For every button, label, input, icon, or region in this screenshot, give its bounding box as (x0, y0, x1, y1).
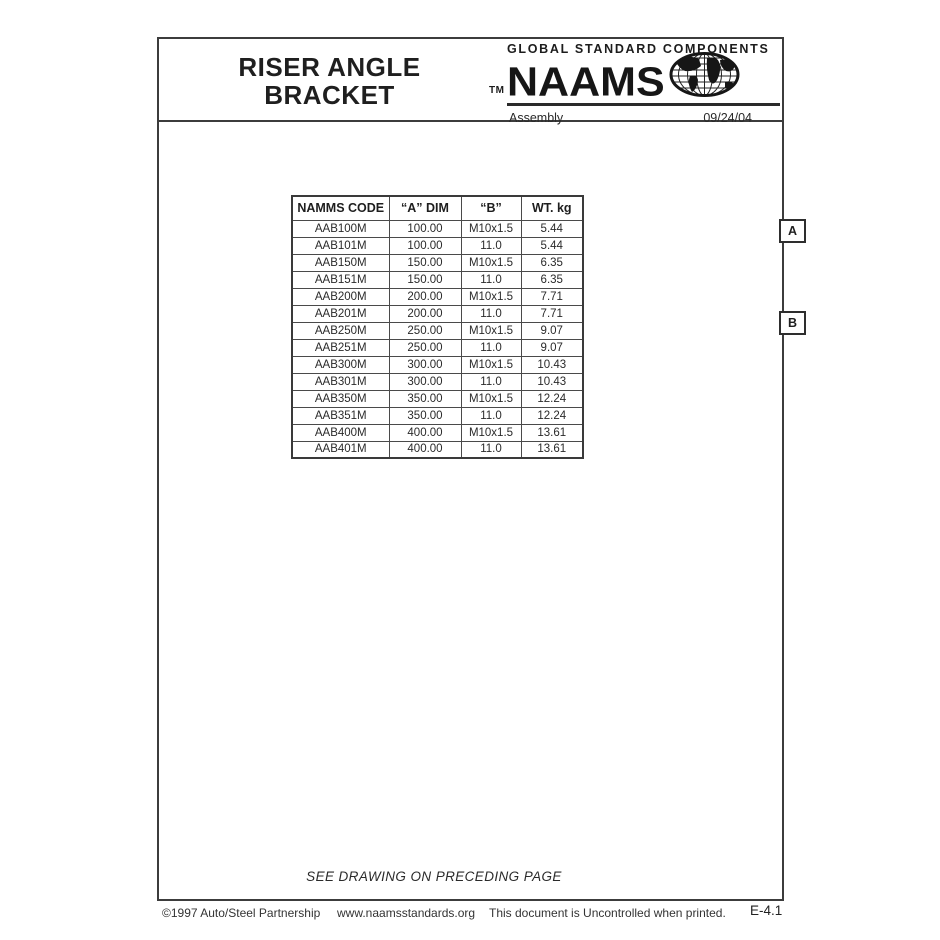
table-cell: AAB300M (292, 356, 389, 373)
brand-tagline: GLOBAL STANDARD COMPONENTS (507, 42, 770, 56)
brand-block (489, 41, 780, 125)
table-cell: M10x1.5 (461, 288, 521, 305)
table-cell: 6.35 (521, 254, 583, 271)
footer-website: www.naamsstandards.org (337, 906, 476, 920)
page-title-line2: BRACKET (264, 80, 395, 110)
footer-copyright: ©1997 Auto/Steel Partnership (162, 906, 321, 920)
table-cell: 150.00 (389, 271, 461, 288)
trademark-label: TM (489, 85, 505, 96)
table-cell: 9.07 (521, 322, 583, 339)
table-row (292, 288, 583, 305)
table-cell: 7.71 (521, 305, 583, 322)
table-cell: 200.00 (389, 305, 461, 322)
table-cell: 11.0 (461, 271, 521, 288)
table-cell: AAB351M (292, 407, 389, 424)
brand-name: NAAMS (507, 59, 665, 105)
table-cell: 13.61 (521, 441, 583, 458)
spec-table-header-row (292, 196, 583, 220)
table-cell: 11.0 (461, 373, 521, 390)
table-cell: 250.00 (389, 339, 461, 356)
page-title (177, 53, 482, 109)
table-row (292, 322, 583, 339)
table-cell: 10.43 (521, 356, 583, 373)
table-cell: 6.35 (521, 271, 583, 288)
table-row (292, 390, 583, 407)
table-cell: AAB151M (292, 271, 389, 288)
table-cell: 11.0 (461, 237, 521, 254)
table-row (292, 271, 583, 288)
table-row (292, 339, 583, 356)
column-header: “B” (461, 196, 521, 220)
spec-table-body (292, 220, 583, 458)
table-cell: 100.00 (389, 220, 461, 237)
table-cell: M10x1.5 (461, 356, 521, 373)
table-cell: 11.0 (461, 339, 521, 356)
zone-marker-b (779, 311, 806, 335)
zone-marker-a (779, 219, 806, 243)
table-cell: 400.00 (389, 424, 461, 441)
table-cell: 5.44 (521, 220, 583, 237)
table-cell: 7.71 (521, 288, 583, 305)
table-cell: 9.07 (521, 339, 583, 356)
table-row (292, 356, 583, 373)
table-cell: AAB401M (292, 441, 389, 458)
category-label: Assembly (509, 111, 564, 125)
table-cell: 11.0 (461, 441, 521, 458)
page-title-line1: RISER ANGLE (238, 52, 421, 82)
date-label: 09/24/04 (703, 111, 752, 125)
table-cell: M10x1.5 (461, 254, 521, 271)
globe-icon (668, 51, 741, 103)
column-header: “A” DIM (389, 196, 461, 220)
table-cell: AAB101M (292, 237, 389, 254)
zone-marker-b-label: B (787, 316, 798, 330)
spec-table (291, 195, 584, 459)
table-cell: 350.00 (389, 407, 461, 424)
table-row (292, 254, 583, 271)
column-header: WT. kg (521, 196, 583, 220)
table-cell: 300.00 (389, 356, 461, 373)
table-row (292, 220, 583, 237)
table-cell: 150.00 (389, 254, 461, 271)
footer-disclaimer: This document is Uncontrolled when printed. (489, 906, 726, 920)
table-cell: AAB301M (292, 373, 389, 390)
table-cell: 12.24 (521, 390, 583, 407)
table-cell: 5.44 (521, 237, 583, 254)
table-cell: AAB250M (292, 322, 389, 339)
table-cell: 300.00 (389, 373, 461, 390)
table-cell: M10x1.5 (461, 322, 521, 339)
footer-page-number: E-4.1 (750, 903, 783, 918)
table-cell: 10.43 (521, 373, 583, 390)
table-cell: 12.24 (521, 407, 583, 424)
table-cell: 350.00 (389, 390, 461, 407)
brand-row (489, 57, 780, 105)
table-cell: AAB150M (292, 254, 389, 271)
table-cell: 200.00 (389, 288, 461, 305)
table-cell: 13.61 (521, 424, 583, 441)
column-header: NAMMS CODE (292, 196, 389, 220)
table-cell: AAB201M (292, 305, 389, 322)
table-cell: AAB251M (292, 339, 389, 356)
drawing-note: SEE DRAWING ON PRECEDING PAGE (306, 869, 562, 884)
table-cell: AAB350M (292, 390, 389, 407)
zone-marker-a-label: A (787, 224, 798, 238)
brand-subline (509, 111, 752, 125)
table-cell: AAB100M (292, 220, 389, 237)
table-row (292, 237, 583, 254)
table-row (292, 305, 583, 322)
page-header (159, 39, 782, 125)
table-row (292, 407, 583, 424)
table-row (292, 441, 583, 458)
table-cell: 11.0 (461, 407, 521, 424)
table-cell: 250.00 (389, 322, 461, 339)
table-cell: 11.0 (461, 305, 521, 322)
table-cell: M10x1.5 (461, 424, 521, 441)
table-cell: AAB200M (292, 288, 389, 305)
table-cell: M10x1.5 (461, 220, 521, 237)
table-cell: M10x1.5 (461, 390, 521, 407)
spec-table-wrap (291, 195, 584, 459)
table-cell: AAB400M (292, 424, 389, 441)
table-cell: 100.00 (389, 237, 461, 254)
table-cell: 400.00 (389, 441, 461, 458)
table-row (292, 373, 583, 390)
page-sheet (157, 37, 798, 901)
table-row (292, 424, 583, 441)
